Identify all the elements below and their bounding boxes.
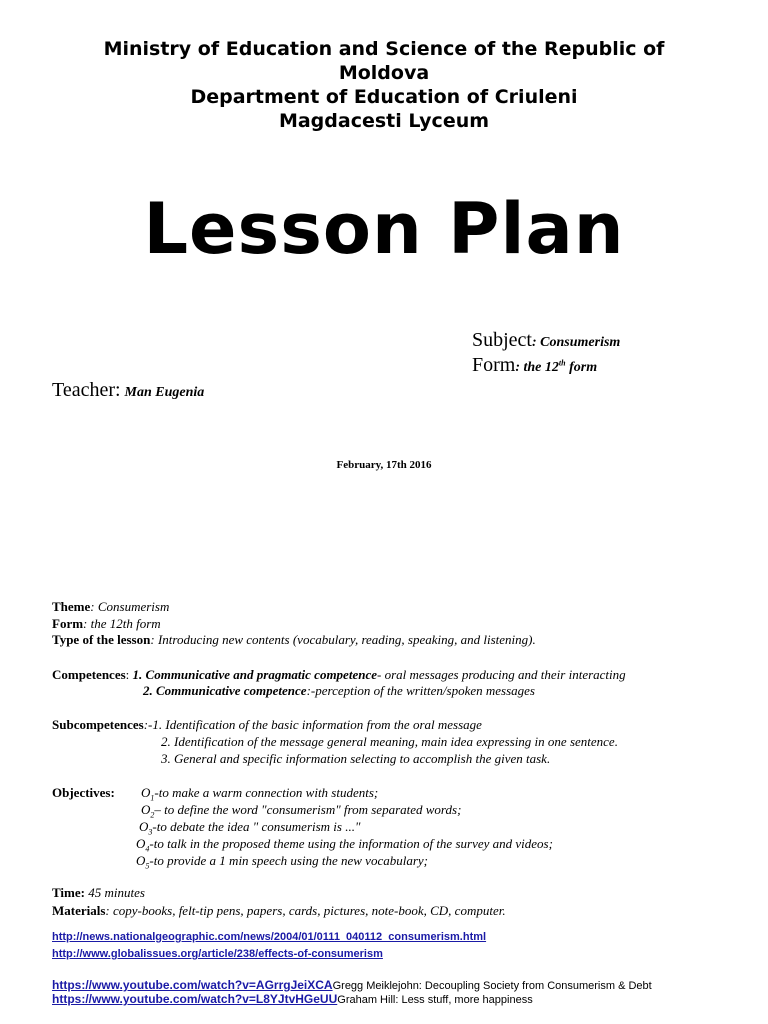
- subcompetences-line-2: 2. Identification of the message general meaning, main idea expressing in one sentence.: [161, 734, 618, 749]
- ministry-line-2: Moldova: [338, 62, 430, 84]
- page-title: Lesson Plan: [143, 188, 625, 270]
- materials-line: Materials: copy-books, felt-tip pens, papers, cards, pictures, note-book, CD, computer.: [52, 903, 506, 918]
- form-label: Form: [472, 354, 516, 376]
- time-line: Time: 45 minutes: [52, 885, 145, 900]
- lesson-type-line: Type of the lesson: Introducing new contents (vocabulary, reading, speaking, and listening).: [52, 632, 536, 647]
- nationalgeographic-link[interactable]: http://news.nationalgeographic.com/news/2004/01/0111_040112_consumerism.html: [52, 931, 487, 943]
- school-line: Magdacesti Lyceum: [278, 110, 490, 132]
- theme-line: Theme: Consumerism: [52, 599, 170, 614]
- competences-line-1: Competences: 1. Communicative and pragmatic competence- oral messages producing and their interacting: [52, 667, 626, 682]
- objective-3: $O_3-to$ debate the idea " consumerism is ...": [139, 819, 361, 837]
- globalissues-link[interactable]: http://www.globalissues.org/article/238/effects-of-consumerism: [52, 948, 383, 960]
- objective-5: $O_5-to$ provide a 1 min speech using the new vocabulary;: [136, 853, 428, 871]
- form-line: [472, 354, 597, 377]
- subcompetences-line-3: 3. General and specific information selecting to accomplish the given task.: [161, 751, 551, 766]
- lesson-date: February, 17th 2016: [336, 459, 432, 471]
- ministry-line-1: Ministry of Education and Science of the Republic of: [103, 38, 665, 60]
- youtube-note-1: Gregg Meiklejohn: Decoupling Society from Consumerism & Debt: [332, 980, 652, 992]
- competences-line-2: 2. Communicative competence:-perception of the written/spoken messages: [143, 683, 535, 698]
- objective-4: $O_4-to$ talk in the proposed theme using the information of the survey and videos;: [136, 836, 553, 854]
- subject-value: : Consumerism: [532, 335, 621, 350]
- form-value: : the 12th form: [515, 358, 598, 375]
- objective-2: $O_2-$ to define the word "consumerism" from separated words;: [141, 802, 462, 820]
- objectives-label: Objectives:: [52, 785, 115, 800]
- youtube-line-2: [52, 990, 533, 1008]
- department-line: Department of Education of Criuleni: [190, 86, 578, 108]
- teacher-value: Man Eugenia: [124, 385, 205, 400]
- teacher-line: [52, 379, 204, 402]
- subject-label: Subject: [472, 329, 532, 351]
- form-detail-line: Form: the 12th form: [52, 616, 161, 631]
- objective-1: $O_1-to$ make a warm connection with students;: [141, 785, 379, 803]
- subcompetences-line-1: Subcompetences:-1. Identification of the basic information from the oral message: [52, 717, 482, 732]
- subject-line: [472, 329, 620, 352]
- teacher-label: Teacher:: [52, 379, 121, 401]
- youtube-link-1[interactable]: https://www.youtube.com/watch?v=AGrrgJeiXCA: [52, 978, 333, 992]
- youtube-note-2: Graham Hill: Less stuff, more happiness: [337, 994, 533, 1006]
- youtube-link-2[interactable]: https://www.youtube.com/watch?v=L8YJtvHGeUU: [52, 992, 338, 1006]
